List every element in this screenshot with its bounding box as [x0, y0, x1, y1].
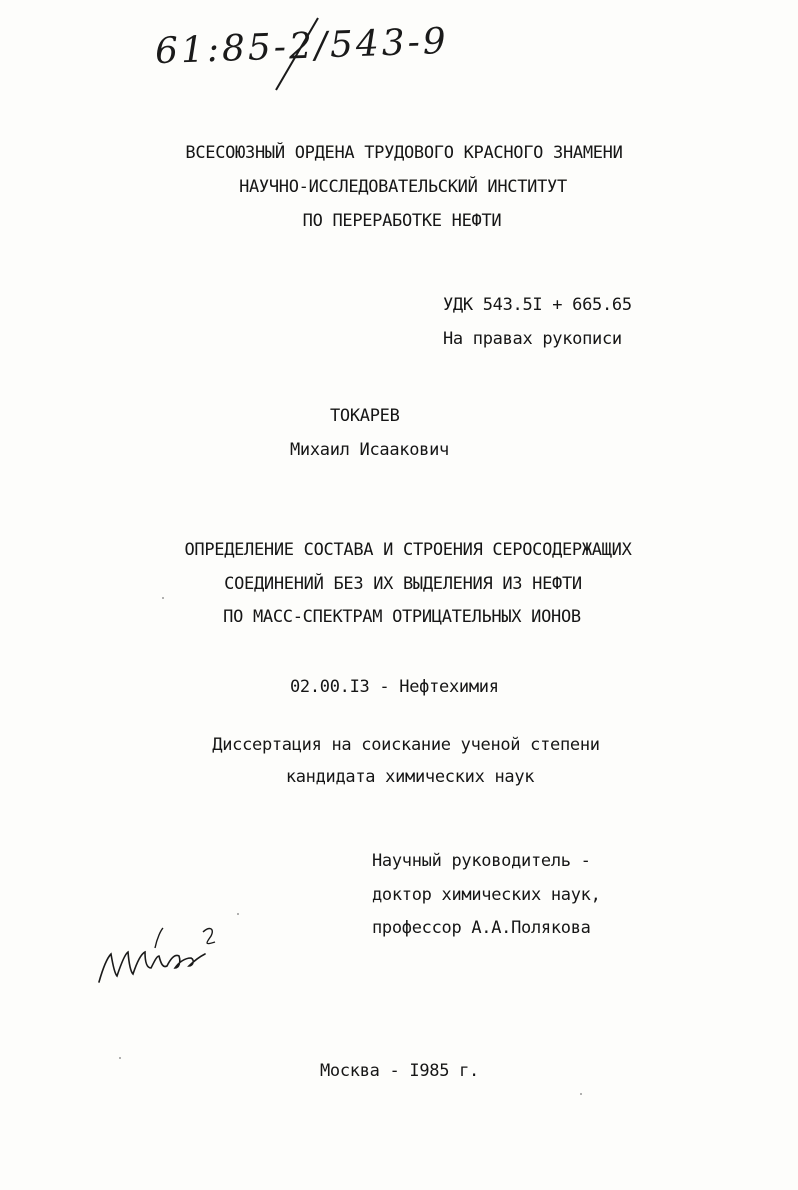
handwritten-archive-code: 61:85-2/543-9 — [154, 20, 450, 73]
author-surname: ТОКАРЕВ — [330, 406, 400, 426]
manuscript-rights: На правах рукописи — [443, 329, 622, 349]
specialty-code: 02.00.I3 - Нефтехимия — [290, 677, 499, 697]
supervisor-line-2: доктор химических наук, — [372, 885, 601, 905]
udk-code: УДК 543.5I + 665.65 — [443, 295, 632, 315]
scan-speck — [237, 913, 239, 915]
degree-line-1: Диссертация на соискание ученой степени — [212, 735, 600, 755]
scan-speck — [162, 597, 164, 599]
institution-line-2: НАУЧНО-ИССЛЕДОВАТЕЛЬСКИЙ ИНСТИТУТ — [239, 177, 567, 197]
supervisor-line-1: Научный руководитель - — [372, 851, 591, 871]
title-line-2: СОЕДИНЕНИЙ БЕЗ ИХ ВЫДЕЛЕНИЯ ИЗ НЕФТИ — [224, 574, 582, 594]
handwritten-signature — [95, 918, 225, 988]
institution-line-1: ВСЕСОЮЗНЫЙ ОРДЕНА ТРУДОВОГО КРАСНОГО ЗНАМЕНИ — [185, 143, 623, 163]
title-line-1: ОПРЕДЕЛЕНИЕ СОСТАВА И СТРОЕНИЯ СЕРОСОДЕРЖАЩИХ — [184, 540, 632, 560]
scan-speck — [119, 1057, 121, 1059]
supervisor-line-3: профессор А.А.Полякова — [372, 918, 591, 938]
city-and-year: Москва - I985 г. — [320, 1061, 479, 1081]
degree-line-2: кандидата химических наук — [285, 767, 535, 787]
institution-line-3: ПО ПЕРЕРАБОТКЕ НЕФТИ — [302, 211, 502, 231]
title-line-3: ПО МАСС-СПЕКТРАМ ОТРИЦАТЕЛЬНЫХ ИОНОВ — [223, 607, 581, 627]
archive-code-slash-mark — [268, 14, 328, 94]
author-given-names: Михаил Исаакович — [290, 440, 449, 460]
scan-speck — [580, 1093, 582, 1095]
